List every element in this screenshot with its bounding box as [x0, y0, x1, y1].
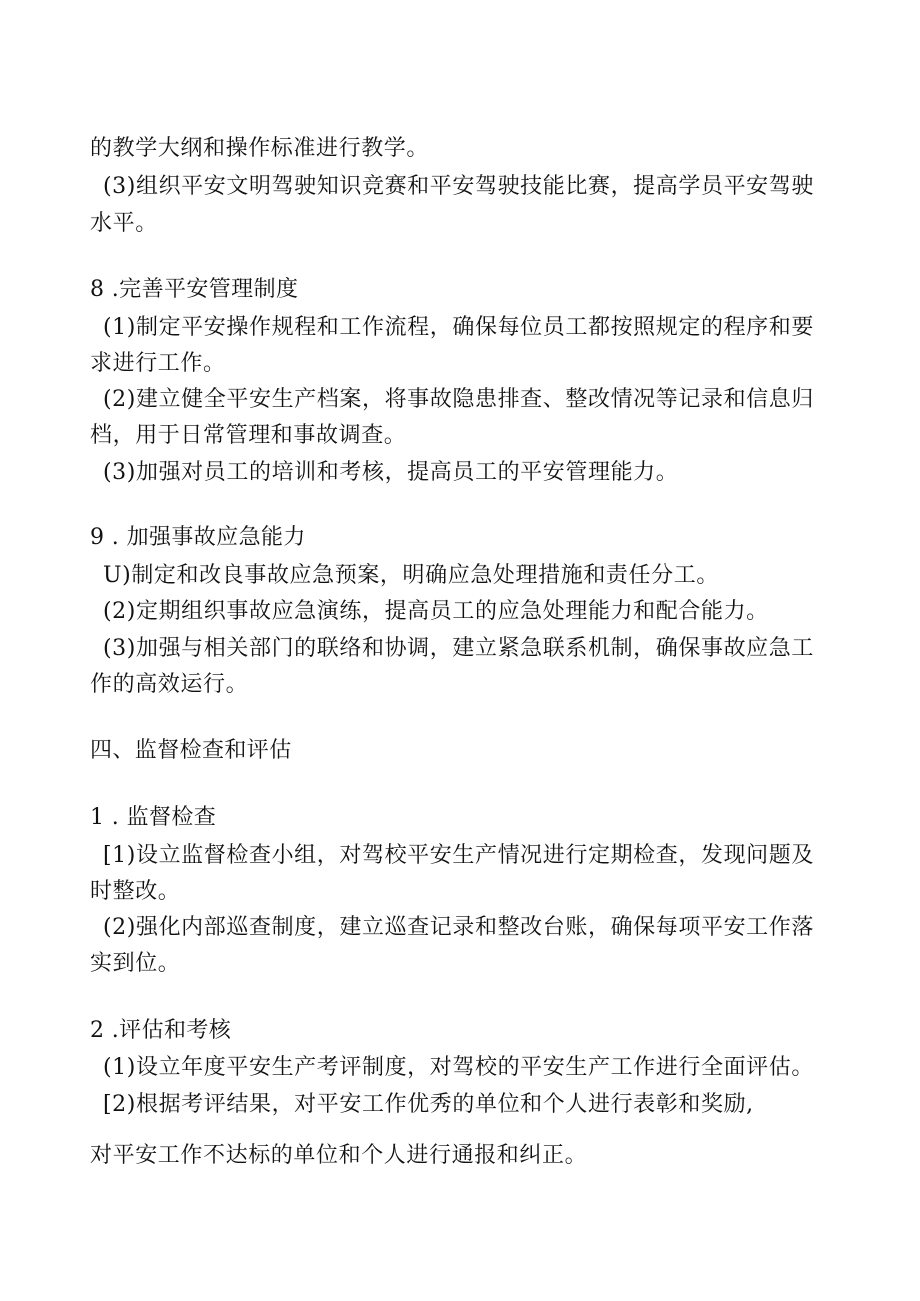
paragraph-line: (2)定期组织事故应急演练，提高员工的应急处理能力和配合能力。	[103, 599, 769, 624]
paragraph-line: 水平。	[90, 211, 158, 236]
paragraph-line: 求进行工作。	[90, 351, 226, 376]
paragraph-line: (3)加强对员工的培训和考核，提高员工的平安管理能力。	[103, 460, 679, 485]
paragraph-line: (3)加强与相关部门的联络和协调，建立紧急联系机制，确保事故应急工	[103, 636, 814, 661]
paragraph-line: 档，用于日常管理和事故调查。	[90, 423, 407, 448]
paragraph-line: [2)根据考评结果，对平安工作优秀的单位和个人进行表彰和奖励,	[103, 1092, 754, 1117]
paragraph-line: U)制定和改良事故应急预案，明确应急处理措施和责任分工。	[103, 563, 719, 588]
paragraph-line: 时整改。	[90, 879, 181, 904]
paragraph-line: [1)设立监督检查小组，对驾校平安生产情况进行定期检查，发现问题及	[103, 843, 814, 868]
paragraph-line: (2)强化内部巡查制度，建立巡查记录和整改台账，确保每项平安工作落	[103, 915, 814, 940]
paragraph-line: 作的高效运行。	[90, 672, 249, 697]
paragraph-line: 实到位。	[90, 951, 181, 976]
section-heading: 2 .评估和考核	[90, 1018, 232, 1043]
paragraph-line: (1)制定平安操作规程和工作流程，确保每位员工都按照规定的程序和要	[103, 315, 814, 340]
paragraph-line: 对平安工作不达标的单位和个人进行通报和纠正。	[90, 1143, 588, 1168]
section-heading: 1 . 监督检查	[90, 805, 217, 830]
paragraph-line: 的教学大纲和操作标准进行教学。	[90, 136, 430, 161]
paragraph-line: (2)建立健全平安生产档案，将事故隐患排查、整改情况等记录和信息归	[103, 387, 814, 412]
paragraph-line: (3)组织平安文明驾驶知识竞赛和平安驾驶技能比赛，提高学员平安驾驶	[103, 174, 814, 199]
section-heading: 8 .完善平安管理制度	[90, 277, 299, 302]
paragraph-line: (1)设立年度平安生产考评制度，对驾校的平安生产工作进行全面评估。	[103, 1055, 814, 1080]
chapter-heading: 四、监督检查和评估	[90, 738, 292, 763]
section-heading: 9 . 加强事故应急能力	[90, 525, 306, 550]
